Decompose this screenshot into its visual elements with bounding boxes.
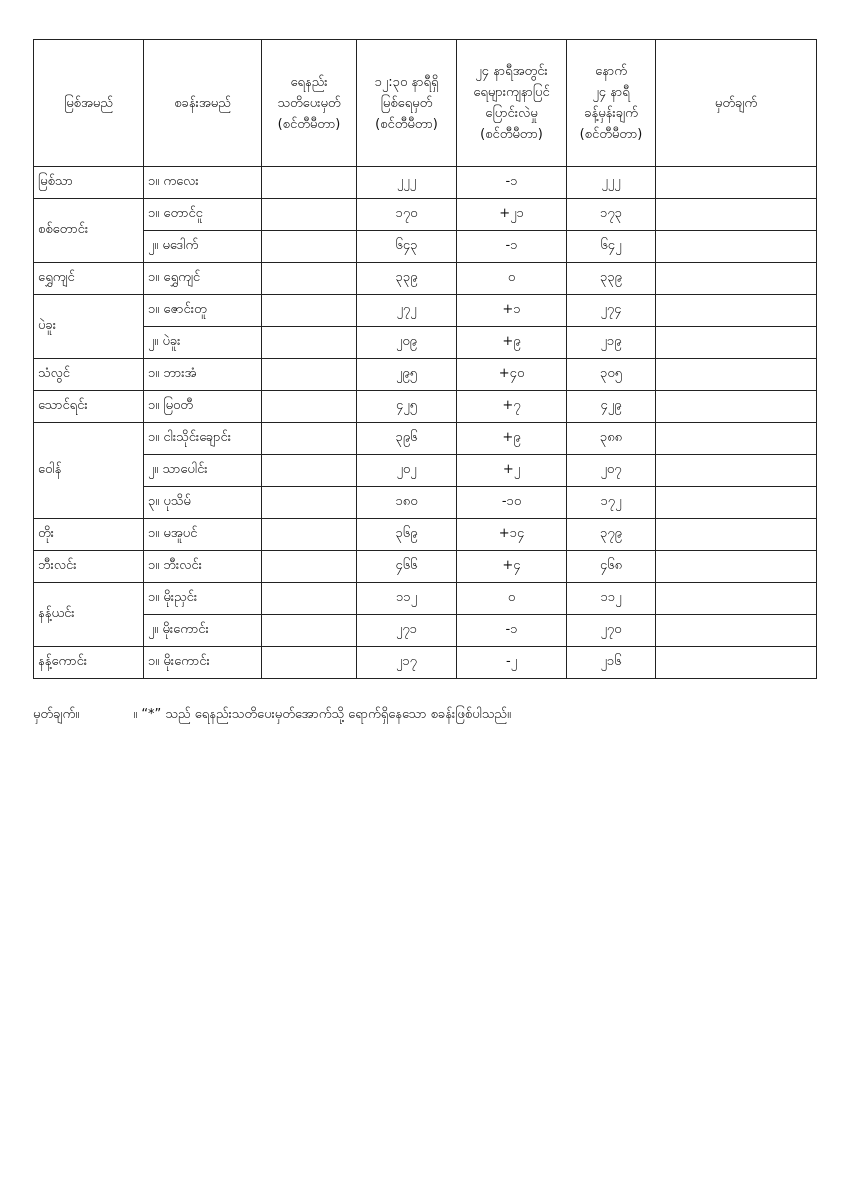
- danger-level-cell: [262, 647, 357, 679]
- water-level-cell: ၂၀၂: [357, 455, 457, 487]
- danger-level-cell: [262, 455, 357, 487]
- river-name-cell: နန့်ကောင်း: [34, 647, 144, 679]
- water-level-cell: ၂၉၅: [357, 359, 457, 391]
- water-level-cell: ၃၆၉: [357, 519, 457, 551]
- table-row: [34, 519, 817, 551]
- danger-level-cell: [262, 519, 357, 551]
- river-level-table: [33, 39, 817, 679]
- remark-cell: [656, 231, 817, 263]
- danger-level-cell: [262, 615, 357, 647]
- header-line: နောက်: [595, 64, 627, 79]
- table-row: [34, 551, 817, 583]
- forecast-cell: ၁၁၂: [567, 583, 656, 615]
- forecast-cell: ၂၀၇: [567, 455, 656, 487]
- forecast-cell: ၂၇၄: [567, 295, 656, 327]
- river-name-cell: တိုး: [34, 519, 144, 551]
- danger-level-cell: [262, 231, 357, 263]
- station-name-cell: ၂။ မိုးကောင်း: [144, 615, 262, 647]
- water-level-cell: ၃၉၆: [357, 423, 457, 455]
- change-cell: -၁၀: [457, 487, 567, 519]
- header-line: (စင်တီမီတာ): [375, 116, 438, 132]
- table-header: [34, 40, 817, 167]
- footnote: [33, 706, 511, 725]
- danger-level-cell: [262, 487, 357, 519]
- remark-cell: [656, 359, 817, 391]
- station-name-cell: ၁။ ဘားအံ: [144, 359, 262, 391]
- remark-cell: [656, 615, 817, 647]
- station-name-cell: ၃။ ပုသိမ်: [144, 487, 262, 519]
- header-river: မြစ်အမည်: [34, 40, 144, 167]
- remark-cell: [656, 487, 817, 519]
- header-line: မြစ်ရေမှတ်: [380, 95, 433, 111]
- header-water-level: [357, 40, 457, 167]
- danger-level-cell: [262, 199, 357, 231]
- river-name-cell: သောင်ရင်း: [34, 391, 144, 423]
- forecast-cell: ၂၇၀: [567, 615, 656, 647]
- table-row: [34, 263, 817, 295]
- change-cell: -၁: [457, 615, 567, 647]
- danger-level-cell: [262, 359, 357, 391]
- water-level-cell: ၄၆၆: [357, 551, 457, 583]
- danger-level-cell: [262, 167, 357, 199]
- forecast-cell: ၄၆၈: [567, 551, 656, 583]
- water-level-cell: ၂၇၁: [357, 615, 457, 647]
- change-cell: ၀: [457, 583, 567, 615]
- station-name-cell: ၁။ မိုးညှင်း: [144, 583, 262, 615]
- station-name-cell: ၁။ တောင်ငူ: [144, 199, 262, 231]
- danger-level-cell: [262, 423, 357, 455]
- station-name-cell: ၁။ ဇောင်းတူ: [144, 295, 262, 327]
- station-name-cell: ၁။ မိုးကောင်း: [144, 647, 262, 679]
- header-line: ရေနည်း: [290, 74, 328, 90]
- station-name-cell: ၂။ မဒေါက်: [144, 231, 262, 263]
- remark-cell: [656, 455, 817, 487]
- table-row: [34, 647, 817, 679]
- table-row: [34, 487, 817, 519]
- header-line: ရေများကျနာပြင်: [473, 85, 550, 100]
- header-line: ၂၄ နာရီ: [592, 85, 630, 100]
- header-forecast: [567, 40, 656, 167]
- table-row: [34, 583, 817, 615]
- water-level-cell: ၁၈၀: [357, 487, 457, 519]
- header-line: (စင်တီမီတာ): [480, 127, 543, 142]
- header-line: (စင်တီမီတာ): [277, 116, 341, 132]
- header-line: ခန့်မှန်းချက်: [584, 106, 638, 121]
- header-danger-level: [262, 40, 357, 167]
- river-name-cell: ဝေါန်: [34, 423, 144, 519]
- remark-cell: [656, 583, 817, 615]
- forecast-cell: ၁၇၂: [567, 487, 656, 519]
- forecast-cell: ၆၄၂: [567, 231, 656, 263]
- change-cell: +၉: [457, 327, 567, 359]
- forecast-cell: ၄၂၉: [567, 391, 656, 423]
- station-name-cell: ၁။ မအူပင်: [144, 519, 262, 551]
- footnote-label: မှတ်ချက်။: [33, 707, 80, 722]
- water-level-cell: ၂၇၂: [357, 295, 457, 327]
- header-remark: မှတ်ချက်: [656, 40, 817, 167]
- remark-cell: [656, 391, 817, 423]
- remark-cell: [656, 551, 817, 583]
- remark-cell: [656, 423, 817, 455]
- danger-level-cell: [262, 551, 357, 583]
- station-name-cell: ၁။ ငါးသိုင်းချောင်း: [144, 423, 262, 455]
- water-level-cell: ၄၂၅: [357, 391, 457, 423]
- change-cell: -၁: [457, 231, 567, 263]
- table-row: [34, 455, 817, 487]
- change-cell: +၇: [457, 391, 567, 423]
- forecast-cell: ၂၁၉: [567, 327, 656, 359]
- station-name-cell: ၁။ ရွှေကျင်: [144, 263, 262, 295]
- danger-level-cell: [262, 295, 357, 327]
- header-row: [34, 40, 817, 167]
- change-cell: -၂: [457, 647, 567, 679]
- river-name-cell: နန့်ယင်း: [34, 583, 144, 647]
- water-level-cell: ၂၀၉: [357, 327, 457, 359]
- change-cell: -၁: [457, 167, 567, 199]
- station-name-cell: ၂။ ပဲခူး: [144, 327, 262, 359]
- forecast-cell: ၃၈၈: [567, 423, 656, 455]
- change-cell: ၀: [457, 263, 567, 295]
- table-row: [34, 327, 817, 359]
- table-row: [34, 423, 817, 455]
- remark-cell: [656, 295, 817, 327]
- river-name-cell: ပဲခူး: [34, 295, 144, 359]
- table-row: [34, 295, 817, 327]
- danger-level-cell: [262, 327, 357, 359]
- remark-cell: [656, 263, 817, 295]
- table-row: [34, 615, 817, 647]
- header-station: စခန်းအမည်: [144, 40, 262, 167]
- danger-level-cell: [262, 583, 357, 615]
- water-level-cell: ၃၃၉: [357, 263, 457, 295]
- water-level-cell: ၆၄၃: [357, 231, 457, 263]
- forecast-cell: ၃၇၉: [567, 519, 656, 551]
- remark-cell: [656, 199, 817, 231]
- remark-cell: [656, 327, 817, 359]
- station-name-cell: ၂။ သာပေါင်း: [144, 455, 262, 487]
- table-body: [34, 167, 817, 679]
- change-cell: +၂၁: [457, 199, 567, 231]
- change-cell: +၁၄: [457, 519, 567, 551]
- change-cell: +၄: [457, 551, 567, 583]
- remark-cell: [656, 647, 817, 679]
- water-level-cell: ၂၂၂: [357, 167, 457, 199]
- change-cell: +၂: [457, 455, 567, 487]
- footnote-text: ။ “*” သည် ရေနည်းသတိပေးမှတ်အောက်သို့ ရောက်ရှိနေသော စခန်းဖြစ်ပါသည်။: [133, 707, 511, 722]
- header-24h-change: [457, 40, 567, 167]
- change-cell: +၁: [457, 295, 567, 327]
- remark-cell: [656, 519, 817, 551]
- forecast-cell: ၃၀၅: [567, 359, 656, 391]
- change-cell: +၄၀: [457, 359, 567, 391]
- forecast-cell: ၂၂၂: [567, 167, 656, 199]
- header-line: ၂၄ နာရီအတွင်း: [475, 64, 548, 79]
- water-level-cell: ၂၁၇: [357, 647, 457, 679]
- station-name-cell: ၁။ ကလေး: [144, 167, 262, 199]
- header-line: သတိပေးမှတ်: [277, 95, 341, 111]
- table-row: [34, 359, 817, 391]
- header-line: (စင်တီမီတာ): [579, 127, 643, 142]
- river-name-cell: မြစ်သာ: [34, 167, 144, 199]
- forecast-cell: ၁၇၃: [567, 199, 656, 231]
- river-name-cell: ရွှေကျင်: [34, 263, 144, 295]
- table-row: [34, 231, 817, 263]
- station-name-cell: ၁။ မြဝတီ: [144, 391, 262, 423]
- river-name-cell: စစ်တောင်း: [34, 199, 144, 263]
- change-cell: +၉: [457, 423, 567, 455]
- table-row: [34, 199, 817, 231]
- header-line: ပြောင်းလဲမှု: [485, 106, 538, 121]
- table-row: [34, 391, 817, 423]
- forecast-cell: ၂၁၆: [567, 647, 656, 679]
- water-level-cell: ၁၁၂: [357, 583, 457, 615]
- river-name-cell: သံလွင်: [34, 359, 144, 391]
- station-name-cell: ၁။ ဘီးလင်း: [144, 551, 262, 583]
- remark-cell: [656, 167, 817, 199]
- water-level-cell: ၁၇၀: [357, 199, 457, 231]
- river-name-cell: ဘီးလင်း: [34, 551, 144, 583]
- danger-level-cell: [262, 263, 357, 295]
- header-line: ၁၂:၃၀ နာရီရှိ: [374, 74, 439, 90]
- table-row: [34, 167, 817, 199]
- danger-level-cell: [262, 391, 357, 423]
- forecast-cell: ၃၃၉: [567, 263, 656, 295]
